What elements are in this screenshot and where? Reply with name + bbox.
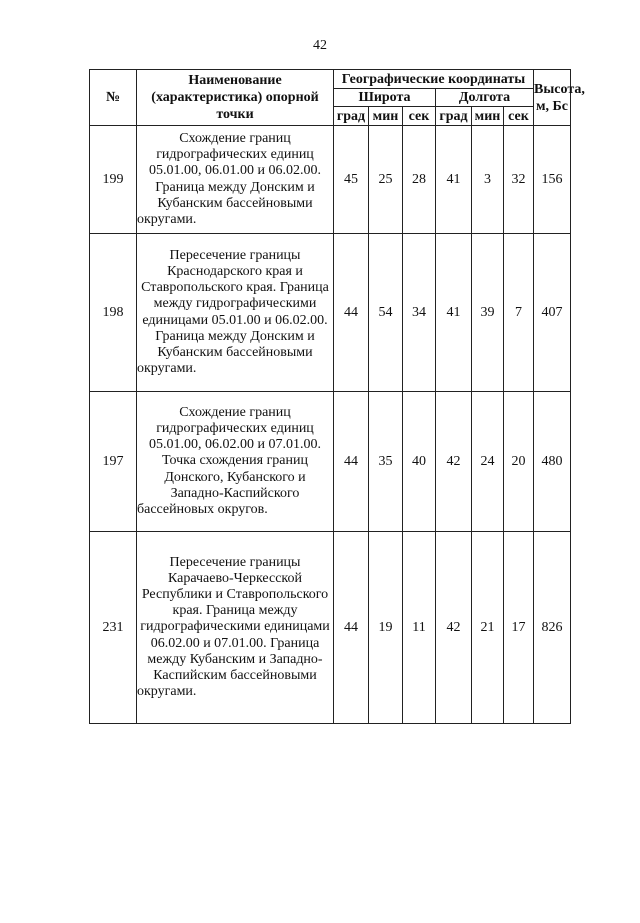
height-value: 826 bbox=[534, 532, 571, 724]
lon-min: 3 bbox=[472, 126, 504, 234]
lon-min: 21 bbox=[472, 532, 504, 724]
row-number: 198 bbox=[90, 234, 137, 392]
row-number: 199 bbox=[90, 126, 137, 234]
header-lon-sec: сек bbox=[504, 107, 534, 126]
lon-deg: 42 bbox=[436, 532, 472, 724]
lat-min: 54 bbox=[369, 234, 403, 392]
header-lon-min: мин bbox=[472, 107, 504, 126]
lat-min: 19 bbox=[369, 532, 403, 724]
height-value: 480 bbox=[534, 392, 571, 532]
lat-min: 25 bbox=[369, 126, 403, 234]
row-description: Схождение границ гидрографических единиц 05.01.00, 06.01.00 и 06.02.00. Граница между Донским и Кубанским бассейновыми округами. bbox=[137, 126, 334, 234]
lat-deg: 44 bbox=[334, 532, 369, 724]
row-number: 197 bbox=[90, 392, 137, 532]
lon-deg: 42 bbox=[436, 392, 472, 532]
row-number: 231 bbox=[90, 532, 137, 724]
lon-deg: 41 bbox=[436, 234, 472, 392]
lon-sec: 32 bbox=[504, 126, 534, 234]
header-lon-deg: град bbox=[436, 107, 472, 126]
header-longitude: Долгота bbox=[436, 89, 534, 107]
lat-deg: 44 bbox=[334, 234, 369, 392]
height-value: 407 bbox=[534, 234, 571, 392]
lat-sec: 34 bbox=[403, 234, 436, 392]
coordinates-table bbox=[89, 69, 585, 724]
row-description: Пересечение границы Краснодарского края и Ставропольского края. Граница между гидрографическими единицами 05.01.00 и 06.02.00. Граница между Донским и Кубанским бассейновыми округами. bbox=[137, 234, 334, 392]
header-name: Наименование (характеристика) опорной точки bbox=[137, 70, 334, 126]
row-description: Схождение границ гидрографических единиц 05.01.00, 06.02.00 и 07.01.00. Точка схождения границ Донского, Кубанского и Западно-Каспийского бассейновых округов. bbox=[137, 392, 334, 532]
lon-sec: 20 bbox=[504, 392, 534, 532]
lat-deg: 45 bbox=[334, 126, 369, 234]
lon-sec: 7 bbox=[504, 234, 534, 392]
table-row bbox=[90, 126, 571, 234]
lon-min: 39 bbox=[472, 234, 504, 392]
page-number: 42 bbox=[313, 38, 327, 53]
table-row bbox=[90, 532, 571, 724]
lon-deg: 41 bbox=[436, 126, 472, 234]
header-lat-min: мин bbox=[369, 107, 403, 126]
table-row bbox=[90, 234, 571, 392]
lat-deg: 44 bbox=[334, 392, 369, 532]
header-height: Высота, м, Бс bbox=[534, 70, 571, 126]
lon-min: 24 bbox=[472, 392, 504, 532]
lat-sec: 40 bbox=[403, 392, 436, 532]
header-lat-sec: сек bbox=[403, 107, 436, 126]
lat-sec: 11 bbox=[403, 532, 436, 724]
table-row bbox=[90, 392, 571, 532]
row-description: Пересечение границы Карачаево-Черкесской Республики и Ставропольского края. Граница между гидрографическими единицами 06.02.00 и 07.01.00. Граница между Кубанским и Западно-Каспийским бассейновыми округами. bbox=[137, 532, 334, 724]
header-latitude: Широта bbox=[334, 89, 436, 107]
lon-sec: 17 bbox=[504, 532, 534, 724]
height-value: 156 bbox=[534, 126, 571, 234]
lat-sec: 28 bbox=[403, 126, 436, 234]
header-geo-coordinates: Географические координаты bbox=[334, 70, 534, 89]
header-lat-deg: град bbox=[334, 107, 369, 126]
header-number: № bbox=[90, 70, 137, 126]
lat-min: 35 bbox=[369, 392, 403, 532]
